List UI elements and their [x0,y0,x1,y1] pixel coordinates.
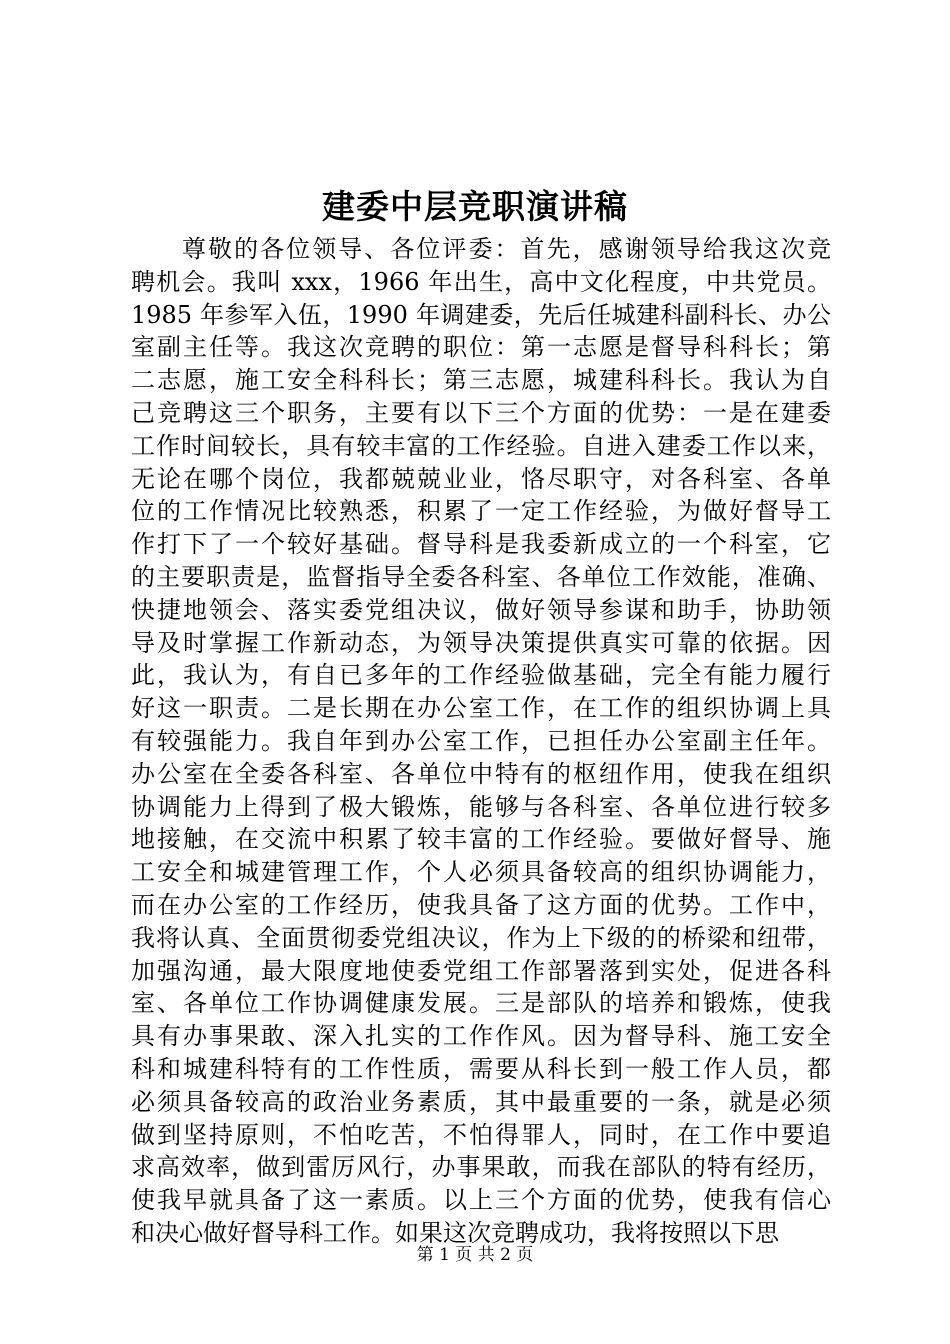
paragraph-line: 而在办公室的工作经历，使我具备了这方面的优势。工作中， [131,890,831,919]
paragraph-line: 和决心做好督导科工作。如果这次竞聘成功，我将按照以下思 [131,1218,779,1247]
paragraph-line: 尊敬的各位领导、各位评委：首先，感谢领导给我这次竞 [182,235,831,263]
paragraph-line: 的主要职责是，监督指导全委各科室、各单位工作效能，准确、 [131,562,831,591]
paragraph-line: 二志愿，施工安全科科长；第三志愿，城建科科长。我认为自 [131,366,831,395]
paragraph-line: 此，我认为，有自已多年的工作经验做基础，完全有能力履行 [131,661,831,690]
paragraph-line: 做到坚持原则，不怕吃苦，不怕得罪人，同时，在工作中要追 [131,1120,831,1149]
document-title: 建委中层竞职演讲稿 [322,187,628,226]
paragraph-line: 室、各单位工作协调健康发展。三是部队的培养和锻炼，使我 [131,989,831,1018]
paragraph-line: 快捷地领会、落实委党组决议，做好领导参谋和助手，协助领 [131,595,831,624]
paragraph-line: 位的工作情况比较熟悉，积累了一定工作经验，为做好督导工 [131,497,831,526]
paragraph-line: 协调能力上得到了极大锻炼，能够与各科室、各单位进行较多 [131,792,831,821]
paragraph-line: 使我早就具备了这一素质。以上三个方面的优势，使我有信心 [131,1186,831,1215]
page-footer: 第 1 页 共 2 页 [416,1245,534,1265]
paragraph-line: 工作时间较长，具有较丰富的工作经验。自进入建委工作以来， [131,431,831,460]
paragraph-line: 导及时掌握工作新动态，为领导决策提供真实可靠的依据。因 [131,628,831,657]
paragraph-line: 加强沟通，最大限度地使委党组工作部署落到实处，促进各科 [131,956,831,985]
paragraph-line: 地接触，在交流中积累了较丰富的工作经验。要做好督导、施 [131,825,831,854]
paragraph-line: 工安全和城建管理工作，个人必须具备较高的组织协调能力， [131,858,831,887]
paragraph-line: 科和城建科特有的工作性质，需要从科长到一般工作人员，都 [131,1054,831,1083]
paragraph-line: 聘机会。我叫 xxx，1966 年出生，高中文化程度，中共党员。 [131,267,831,296]
paragraph-line: 求高效率，做到雷厉风行，办事果敢，而我在部队的特有经历， [131,1153,831,1182]
paragraph-line: 室副主任等。我这次竞聘的职位：第一志愿是督导科科长；第 [131,333,831,362]
paragraph-line: 我将认真、全面贯彻委党组决议，作为上下级的的桥梁和纽带， [131,923,831,952]
paragraph-line: 无论在哪个岗位，我都兢兢业业，恪尽职守，对各科室、各单 [131,464,831,493]
paragraph-line: 好这一职责。二是长期在办公室工作，在工作的组织协调上具 [131,694,831,723]
paragraph-line: 必须具备较高的政治业务素质，其中最重要的一条，就是必须 [131,1087,831,1116]
document-body [131,233,831,1250]
paragraph-line: 有较强能力。我自年到办公室工作，已担任办公室副主任年。 [131,726,831,755]
paragraph-line: 1985 年参军入伍，1990 年调建委，先后任城建科副科长、办公 [131,300,831,329]
paragraph-line: 己竞聘这三个职务，主要有以下三个方面的优势：一是在建委 [131,398,831,427]
paragraph-line: 具有办事果敢、深入扎实的工作作风。因为督导科、施工安全 [131,1022,831,1051]
paragraph-line: 作打下了一个较好基础。督导科是我委新成立的一个科室，它 [131,530,831,559]
paragraph-line: 办公室在全委各科室、各单位中特有的枢纽作用，使我在组织 [131,759,831,788]
